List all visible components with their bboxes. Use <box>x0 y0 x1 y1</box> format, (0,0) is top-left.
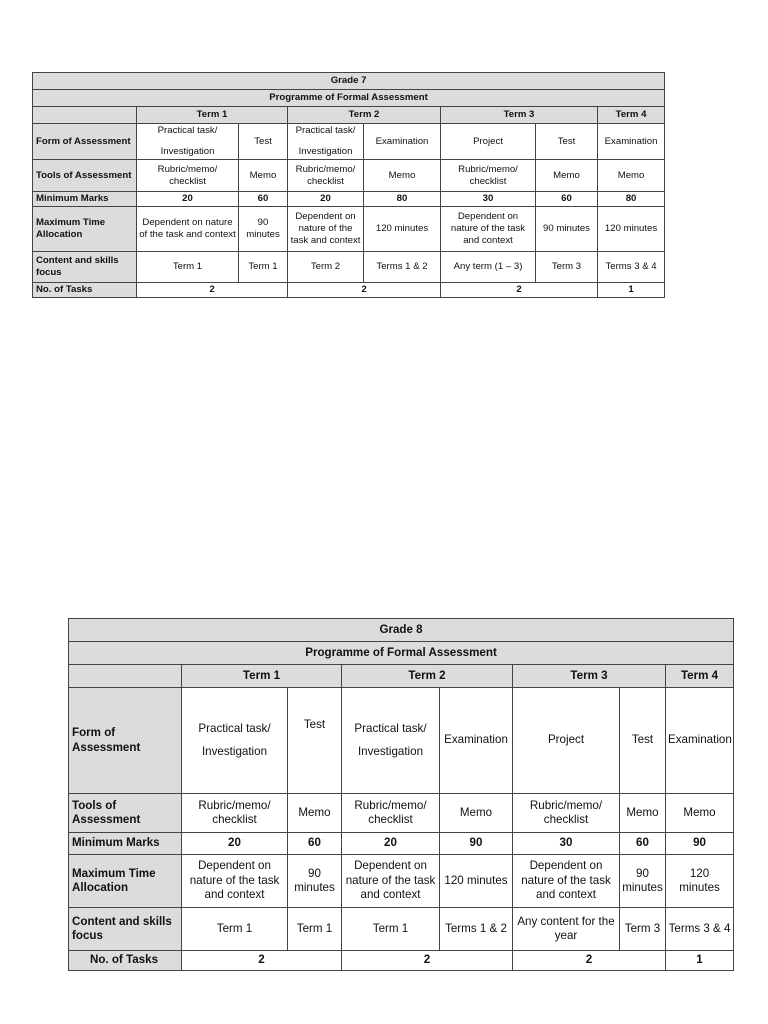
grade8-tools-label: Tools of Assessment <box>69 794 182 833</box>
grade7-marks-cell: 80 <box>598 192 665 207</box>
grade7-form-practical-line1: Practical task/ <box>157 125 218 137</box>
grade7-form-term1-task <box>137 124 239 160</box>
grade7-tasks-label: No. of Tasks <box>33 283 137 298</box>
grade7-marks-cell: 30 <box>441 192 536 207</box>
grade8-form-practical-line2: Investigation <box>201 745 268 758</box>
grade7-time-cell: Dependent on nature of the task and context <box>441 207 536 252</box>
grade8-term-1-header: Term 1 <box>182 665 342 688</box>
grade8-programme-title: Programme of Formal Assessment <box>69 642 734 665</box>
grade7-marks-label: Minimum Marks <box>33 192 137 207</box>
grade7-term-2-header: Term 2 <box>288 107 441 124</box>
grade7-time-cell: 90 minutes <box>239 207 288 252</box>
grade7-time-cell: 120 minutes <box>364 207 441 252</box>
grade8-marks-cell: 20 <box>182 833 288 855</box>
grade7-focus-cell: Terms 1 & 2 <box>364 252 441 283</box>
grade7-tools-cell: Memo <box>364 160 441 192</box>
grade7-focus-label: Content and skills focus <box>33 252 137 283</box>
grade7-form-term3-test: Test <box>536 124 598 160</box>
grade7-form-label: Form of Assessment <box>33 124 137 160</box>
grade7-form-practical2-line2: Investigation <box>298 146 353 157</box>
grade8-tools-cell: Memo <box>666 794 734 833</box>
grade8-tasks-label: No. of Tasks <box>69 951 182 971</box>
grade8-form-term3-test: Test <box>620 688 666 794</box>
grade8-form-practical2-line1: Practical task/ <box>354 721 427 735</box>
grade8-marks-cell: 20 <box>342 833 440 855</box>
grade8-time-cell: Dependent on nature of the task and context <box>342 855 440 908</box>
grade7-form-practical-line2: Investigation <box>160 146 215 157</box>
grade7-marks-cell: 60 <box>239 192 288 207</box>
grade8-focus-cell: Terms 1 & 2 <box>440 908 513 951</box>
grade8-tools-cell: Memo <box>620 794 666 833</box>
grade8-form-term3-project: Project <box>513 688 620 794</box>
grade8-tools-cell: Rubric/memo/ checklist <box>182 794 288 833</box>
grade7-tools-cell: Memo <box>598 160 665 192</box>
grade8-term-3-header: Term 3 <box>513 665 666 688</box>
grade8-tasks-term1: 2 <box>182 951 342 971</box>
grade7-form-practical2-line1: Practical task/ <box>295 125 356 137</box>
grade8-marks-label: Minimum Marks <box>69 833 182 855</box>
grade8-tools-cell: Memo <box>440 794 513 833</box>
grade7-form-term2-exam: Examination <box>364 124 441 160</box>
grade8-tools-cell: Rubric/memo/ checklist <box>513 794 620 833</box>
grade7-tools-cell: Memo <box>536 160 598 192</box>
grade7-focus-cell: Terms 3 & 4 <box>598 252 665 283</box>
grade8-form-term1-test: Test <box>288 688 342 794</box>
grade8-time-label: Maximum Time Allocation <box>69 855 182 908</box>
grade7-form-term1-test: Test <box>239 124 288 160</box>
grade8-term-4-header: Term 4 <box>666 665 734 688</box>
grade8-time-cell: Dependent on nature of the task and context <box>513 855 620 908</box>
grade8-title: Grade 8 <box>69 619 734 642</box>
grade7-time-cell: Dependent on nature of the task and context <box>137 207 239 252</box>
grade8-time-cell: 90 minutes <box>620 855 666 908</box>
grade8-time-cell: Dependent on nature of the task and context <box>182 855 288 908</box>
grade8-form-label: Form of Assessment <box>69 688 182 794</box>
grade8-time-cell: 120 minutes <box>440 855 513 908</box>
grade7-form-term4-exam: Examination <box>598 124 665 160</box>
grade7-term-3-header: Term 3 <box>441 107 598 124</box>
grade8-focus-cell: Term 1 <box>288 908 342 951</box>
grade8-form-term2-task <box>342 688 440 794</box>
grade8-focus-cell: Term 1 <box>182 908 288 951</box>
grade7-focus-cell: Term 2 <box>288 252 364 283</box>
grade7-tasks-term2: 2 <box>288 283 441 298</box>
grade8-marks-cell: 90 <box>666 833 734 855</box>
grade8-tasks-term3: 2 <box>513 951 666 971</box>
grade8-assessment-table <box>68 618 734 971</box>
grade7-tools-cell: Rubric/memo/ checklist <box>288 160 364 192</box>
grade7-tasks-term1: 2 <box>137 283 288 298</box>
grade7-term-1-header: Term 1 <box>137 107 288 124</box>
grade7-focus-cell: Term 3 <box>536 252 598 283</box>
grade7-time-cell: 90 minutes <box>536 207 598 252</box>
grade7-marks-cell: 20 <box>288 192 364 207</box>
grade8-form-practical-line1: Practical task/ <box>198 721 271 735</box>
grade7-tools-label: Tools of Assessment <box>33 160 137 192</box>
grade7-marks-cell: 80 <box>364 192 441 207</box>
grade8-marks-cell: 30 <box>513 833 620 855</box>
grade8-tasks-term2: 2 <box>342 951 513 971</box>
grade7-marks-cell: 20 <box>137 192 239 207</box>
grade8-form-term2-exam: Examination <box>440 688 513 794</box>
grade8-focus-cell: Term 3 <box>620 908 666 951</box>
grade7-tools-cell: Rubric/memo/ checklist <box>441 160 536 192</box>
grade7-title: Grade 7 <box>33 73 665 90</box>
grade7-tools-cell: Memo <box>239 160 288 192</box>
grade7-time-cell: 120 minutes <box>598 207 665 252</box>
grade8-header-blank <box>69 665 182 688</box>
grade7-tasks-term4: 1 <box>598 283 665 298</box>
grade7-time-label: Maximum Time Allocation <box>33 207 137 252</box>
grade7-assessment-table <box>32 72 665 298</box>
grade8-marks-cell: 60 <box>620 833 666 855</box>
grade7-focus-cell: Any term (1 – 3) <box>441 252 536 283</box>
grade8-tools-cell: Memo <box>288 794 342 833</box>
grade7-header-blank <box>33 107 137 124</box>
grade8-marks-cell: 60 <box>288 833 342 855</box>
grade8-form-term4-exam: Examination <box>666 688 734 794</box>
grade8-focus-cell: Any content for the year <box>513 908 620 951</box>
grade7-marks-cell: 60 <box>536 192 598 207</box>
grade8-focus-label: Content and skills focus <box>69 908 182 951</box>
grade7-form-term2-task <box>288 124 364 160</box>
grade7-programme-title: Programme of Formal Assessment <box>33 90 665 107</box>
grade8-tasks-term4: 1 <box>666 951 734 971</box>
grade7-focus-cell: Term 1 <box>239 252 288 283</box>
grade8-form-practical2-line2: Investigation <box>357 745 424 758</box>
grade8-marks-cell: 90 <box>440 833 513 855</box>
grade8-form-term1-task <box>182 688 288 794</box>
grade7-time-cell: Dependent on nature of the task and context <box>288 207 364 252</box>
grade8-time-cell: 90 minutes <box>288 855 342 908</box>
grade8-tools-cell: Rubric/memo/ checklist <box>342 794 440 833</box>
grade7-term-4-header: Term 4 <box>598 107 665 124</box>
grade8-time-cell: 120 minutes <box>666 855 734 908</box>
grade8-focus-cell: Term 1 <box>342 908 440 951</box>
grade8-focus-cell: Terms 3 & 4 <box>666 908 734 951</box>
grade7-form-term3-project: Project <box>441 124 536 160</box>
grade8-term-2-header: Term 2 <box>342 665 513 688</box>
grade7-tasks-term3: 2 <box>441 283 598 298</box>
grade7-tools-cell: Rubric/memo/ checklist <box>137 160 239 192</box>
grade7-focus-cell: Term 1 <box>137 252 239 283</box>
